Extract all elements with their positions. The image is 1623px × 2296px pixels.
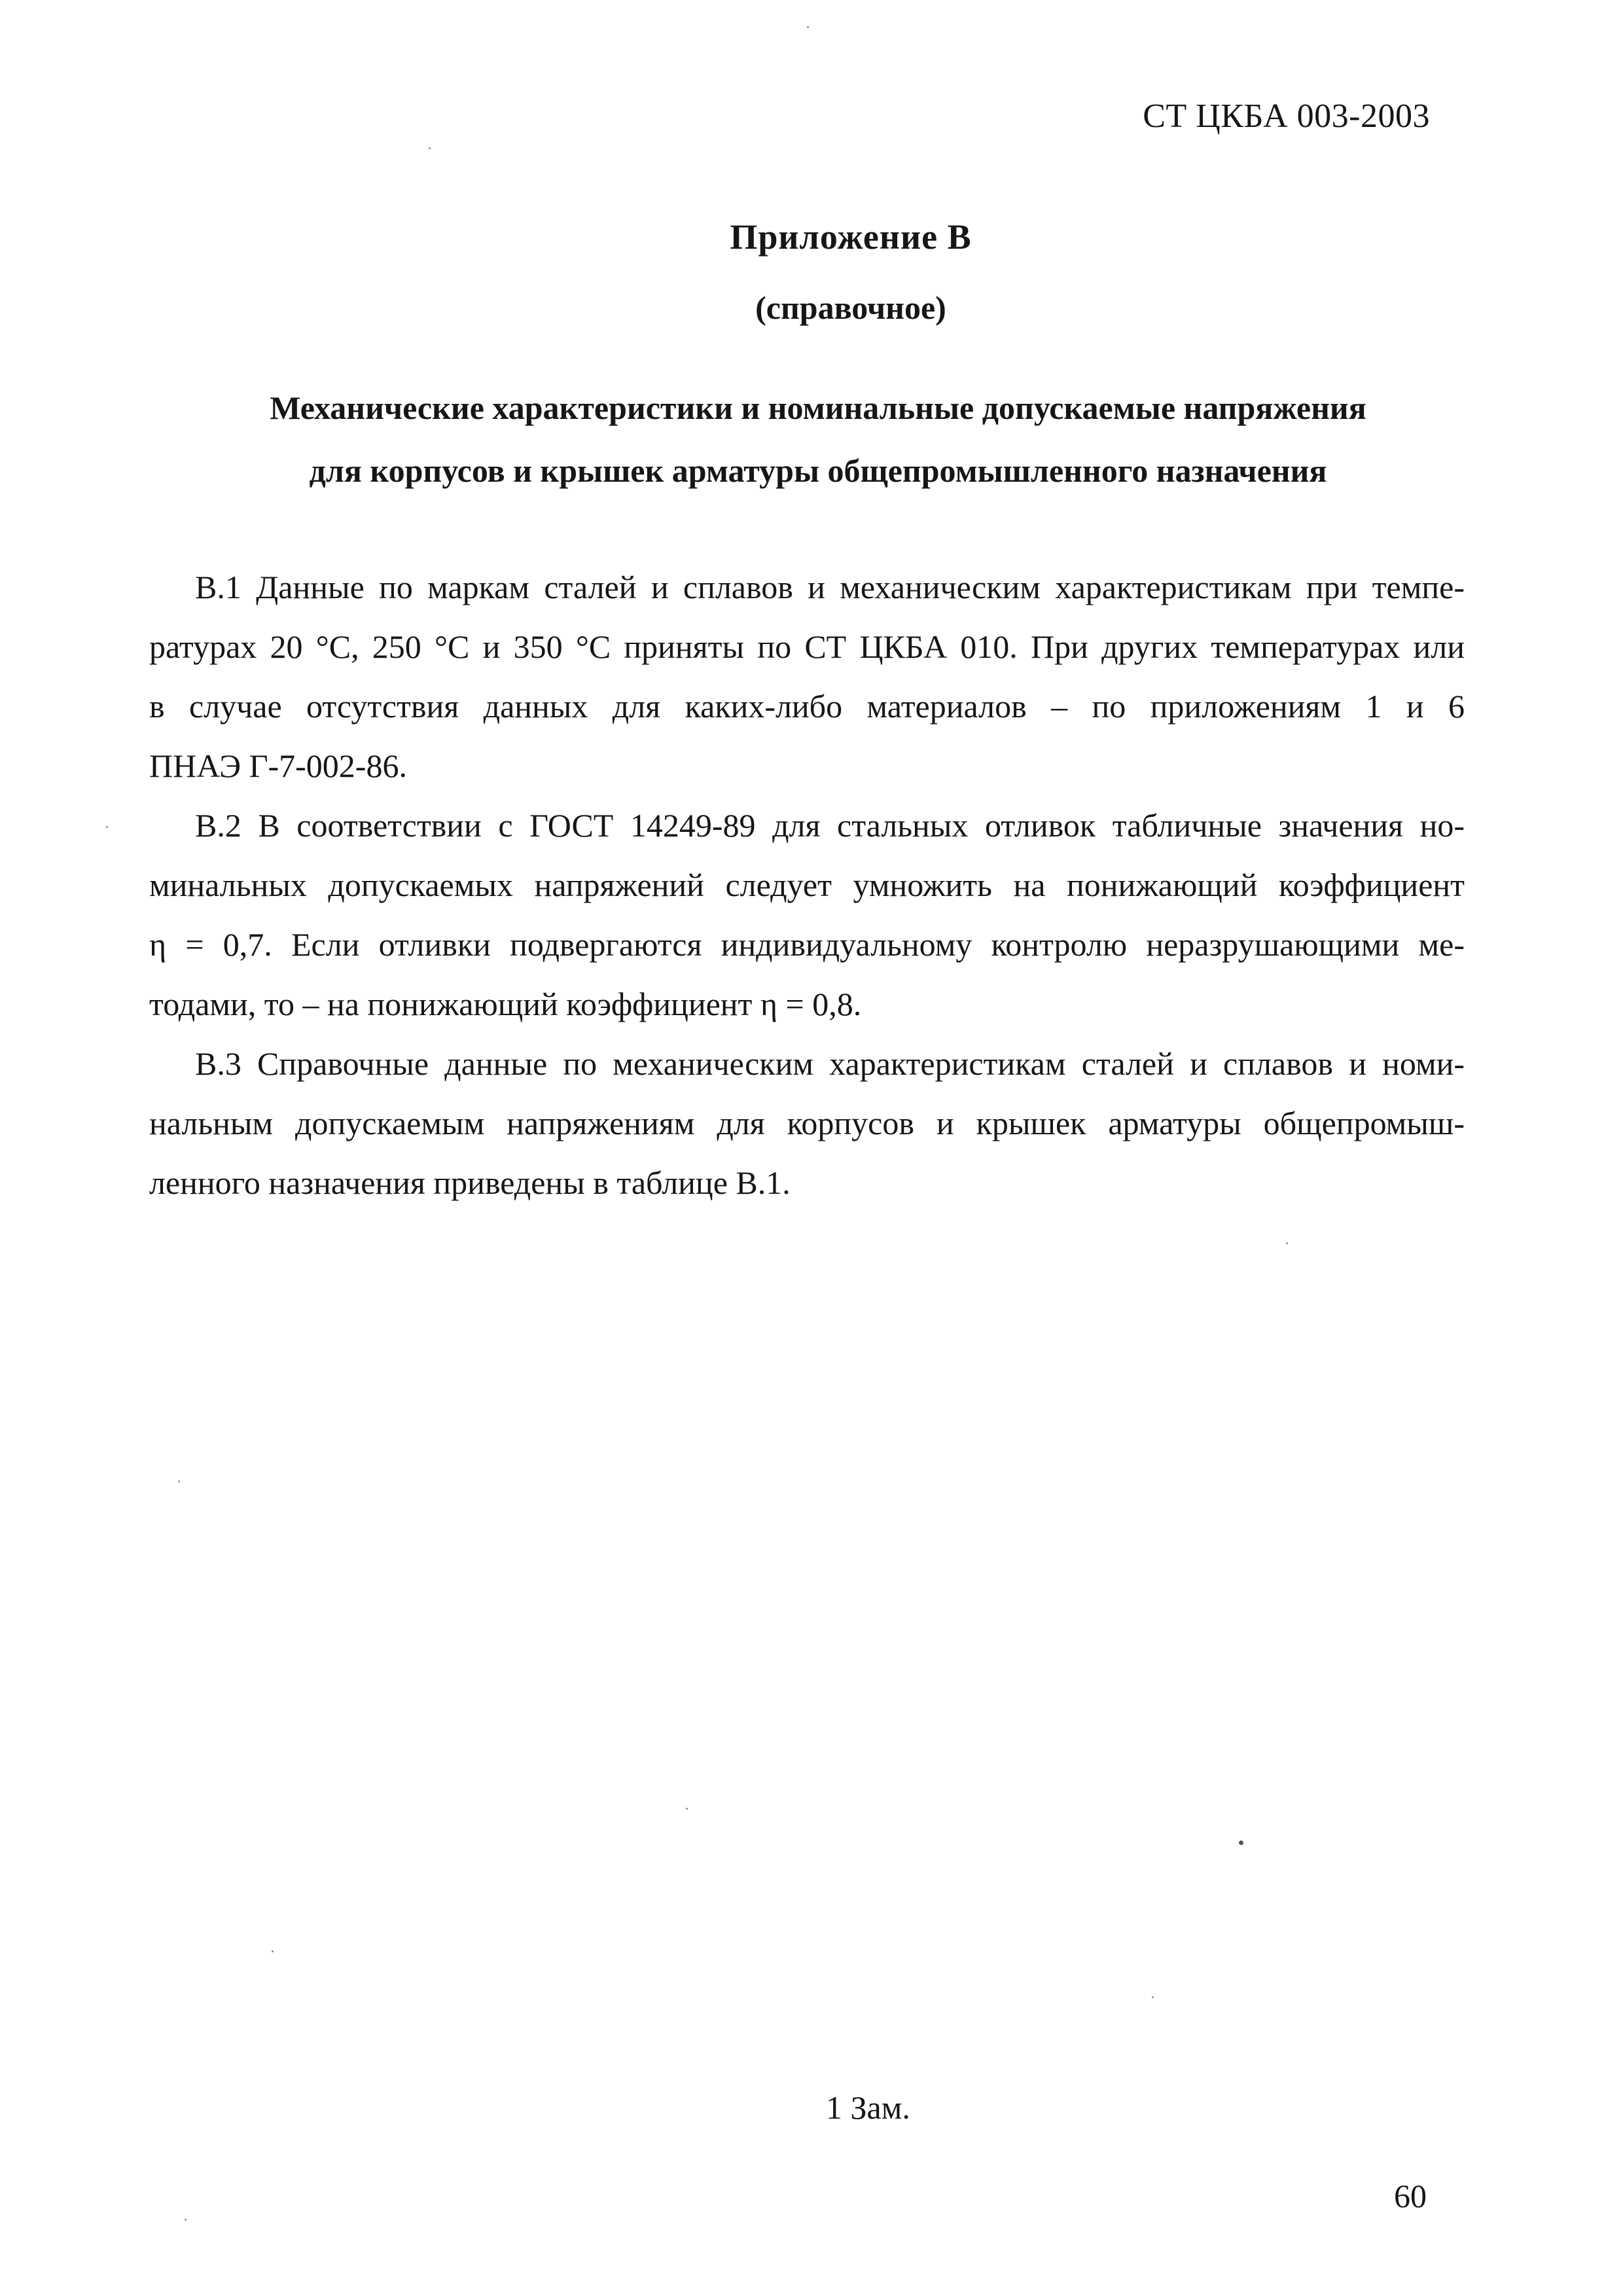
change-note: 1 Зам. xyxy=(826,2089,910,2126)
appendix-subtitle: (справочное) xyxy=(755,289,946,326)
heading-line: для корпусов и крышек арматуры общепромышленного назначения xyxy=(309,452,1327,489)
text-line: η = 0,7. Если отливки подвергаются индивидуальному контролю неразрушающими ме- xyxy=(149,926,1465,963)
text-line: нальным допускаемым напряжениям для корпусов и крышек арматуры общепромыш- xyxy=(149,1105,1465,1141)
scan-speck xyxy=(1152,1996,1154,1998)
body-text xyxy=(149,558,1465,1213)
section-heading xyxy=(151,376,1486,502)
scan-speck xyxy=(1286,1242,1288,1244)
scan-speck xyxy=(178,1480,180,1482)
text-line: минальных допускаемых напряжений следует умножить на понижающий коэффициент xyxy=(149,867,1465,903)
scan-speck xyxy=(807,26,809,28)
text-line: тодами, то – на понижающий коэффициент η = 0,8. xyxy=(149,986,862,1022)
scan-speck xyxy=(429,147,431,149)
scan-speck xyxy=(185,2219,187,2221)
text-line: ленного назначения приведены в таблице В.1. xyxy=(149,1164,791,1201)
text-line: ратурах 20 °С, 250 °С и 350 °С приняты по СТ ЦКБА 010. При других температурах или xyxy=(149,628,1465,665)
text-line: ПНАЭ Г-7-002-86. xyxy=(149,747,407,784)
scan-speck xyxy=(1239,1840,1243,1845)
appendix-title: Приложение В xyxy=(730,217,972,257)
paragraph-b2 xyxy=(149,796,1465,1034)
scan-speck xyxy=(272,1950,274,1952)
scan-speck xyxy=(686,1808,688,1810)
scan-speck xyxy=(106,826,108,828)
heading-line: Механические характеристики и номинальные допускаемые напряжения xyxy=(270,389,1366,426)
paragraph-b1 xyxy=(149,558,1465,796)
page-number: 60 xyxy=(1394,2178,1427,2214)
text-line: В.3 Справочные данные по механическим характеристикам сталей и сплавов и номи- xyxy=(195,1045,1465,1082)
text-line: в случае отсутствия данных для каких-либо материалов – по приложениям 1 и 6 xyxy=(149,688,1465,725)
document-code: СТ ЦКБА 003-2003 xyxy=(1143,98,1430,135)
text-line: В.2 В соответствии с ГОСТ 14249-89 для стальных отливок табличные значения но- xyxy=(195,807,1465,844)
paragraph-b3 xyxy=(149,1034,1465,1213)
text-line: В.1 Данные по маркам сталей и сплавов и механическим характеристикам при темпе- xyxy=(195,569,1465,605)
